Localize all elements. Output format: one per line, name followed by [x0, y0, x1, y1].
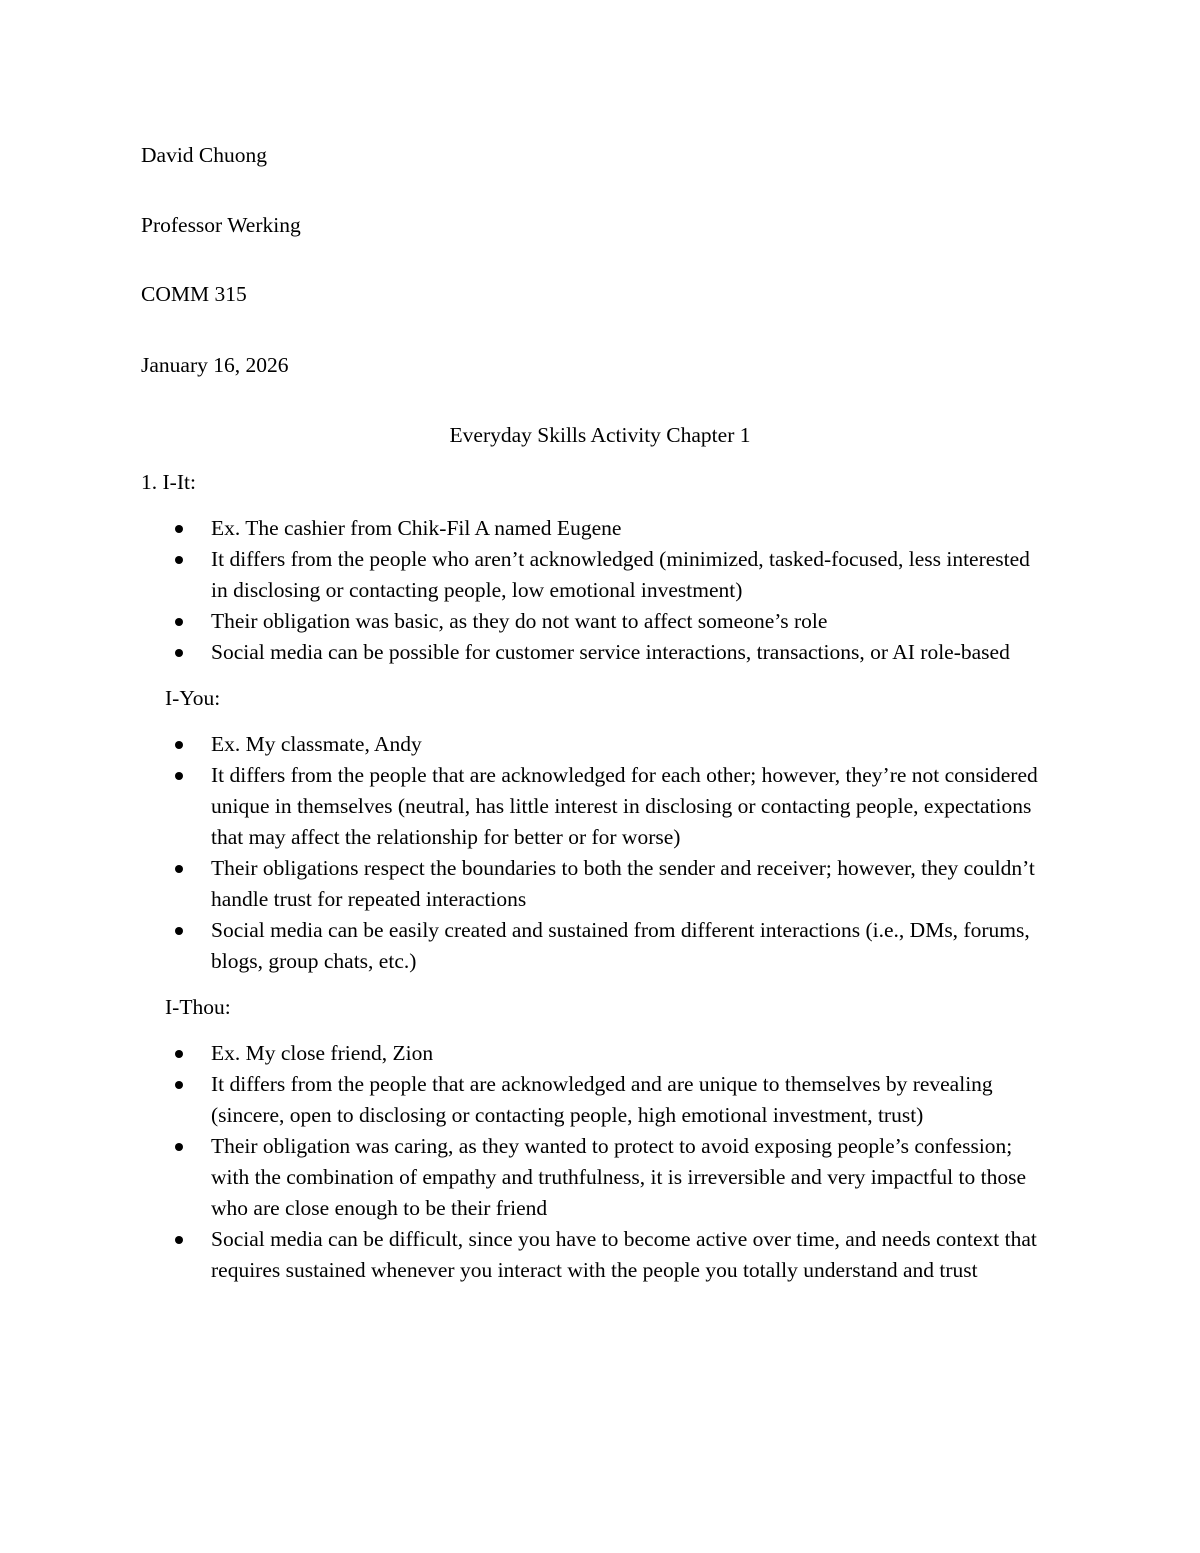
section-heading-i-thou: I-Thou: — [165, 995, 231, 1019]
list-item — [211, 1224, 1051, 1286]
list-item — [211, 513, 1051, 544]
document-body — [0, 467, 1200, 1301]
bullet-icon — [175, 556, 183, 564]
document-title: Everyday Skills Activity Chapter 1 — [449, 423, 751, 447]
list-item — [211, 729, 1051, 760]
list-item-text: Their obligation was basic, as they do not want to affect someone’s role — [211, 609, 828, 633]
list-item — [211, 760, 1051, 853]
bullet-icon — [175, 1081, 183, 1089]
list-item-text: Their obligation was caring, as they wanted to protect to avoid exposing people’s confession; with the combination of empathy and truthfulness, it is irreversible and very impactful to those who are close enough to be their friend — [211, 1134, 1027, 1220]
bullet-icon — [175, 1236, 183, 1244]
bullet-icon — [175, 618, 183, 626]
list-item — [211, 544, 1051, 606]
bullet-icon — [175, 649, 183, 657]
bullet-icon — [175, 525, 183, 533]
list-item-text: Ex. My close friend, Zion — [211, 1041, 434, 1065]
document-date: January 16, 2026 — [141, 353, 289, 377]
bullet-icon — [175, 1050, 183, 1058]
bullet-icon — [175, 772, 183, 780]
list-item — [211, 1069, 1051, 1131]
professor-name: Professor Werking — [141, 213, 301, 237]
list-item-text: It differs from the people that are acknowledged and are unique to themselves by revealing (sincere, open to disclosing or contacting people, high emotional investment, trust) — [211, 1072, 993, 1127]
list-item-text: It differs from the people who aren’t acknowledged (minimized, tasked-focused, less interested in disclosing or contacting people, low emotional investment) — [211, 547, 1030, 602]
bullet-list-i-it — [0, 513, 1051, 668]
bullet-icon — [175, 865, 183, 873]
bullet-list-i-thou — [0, 1038, 1051, 1286]
list-item — [211, 637, 1051, 668]
list-item — [211, 915, 1051, 977]
bullet-icon — [175, 927, 183, 935]
list-item-text: Their obligations respect the boundaries to both the sender and receiver; however, they couldn’t handle trust for repeated interactions — [211, 856, 1035, 911]
bullet-list-i-you — [0, 729, 1051, 977]
list-item — [211, 853, 1051, 915]
list-item-text: Social media can be difficult, since you have to become active over time, and needs context that requires sustained whenever you interact with the people you totally understand and trust — [211, 1227, 1037, 1282]
list-item — [211, 1038, 1051, 1069]
list-item-text: Social media can be easily created and sustained from different interactions (i.e., DMs, forums, blogs, group chats, etc.) — [211, 918, 1030, 973]
section-heading-i-you: I-You: — [165, 686, 221, 710]
list-item-text: Social media can be possible for customer service interactions, transactions, or AI role-based — [211, 640, 1010, 664]
course-code: COMM 315 — [141, 282, 247, 306]
section-heading-i-it: 1. I-It: — [141, 470, 196, 494]
list-item — [211, 606, 1051, 637]
list-item-text: Ex. My classmate, Andy — [211, 732, 422, 756]
list-item-text: It differs from the people that are acknowledged for each other; however, they’re not considered unique in themselves (neutral, has little interest in disclosing or contacting people, expectations that may affect the relationship for better or for worse) — [211, 763, 1038, 849]
bullet-icon — [175, 1143, 183, 1151]
list-item-text: Ex. The cashier from Chik-Fil A named Eugene — [211, 516, 622, 540]
bullet-icon — [175, 741, 183, 749]
list-item — [211, 1131, 1051, 1224]
author-name: David Chuong — [141, 143, 268, 167]
